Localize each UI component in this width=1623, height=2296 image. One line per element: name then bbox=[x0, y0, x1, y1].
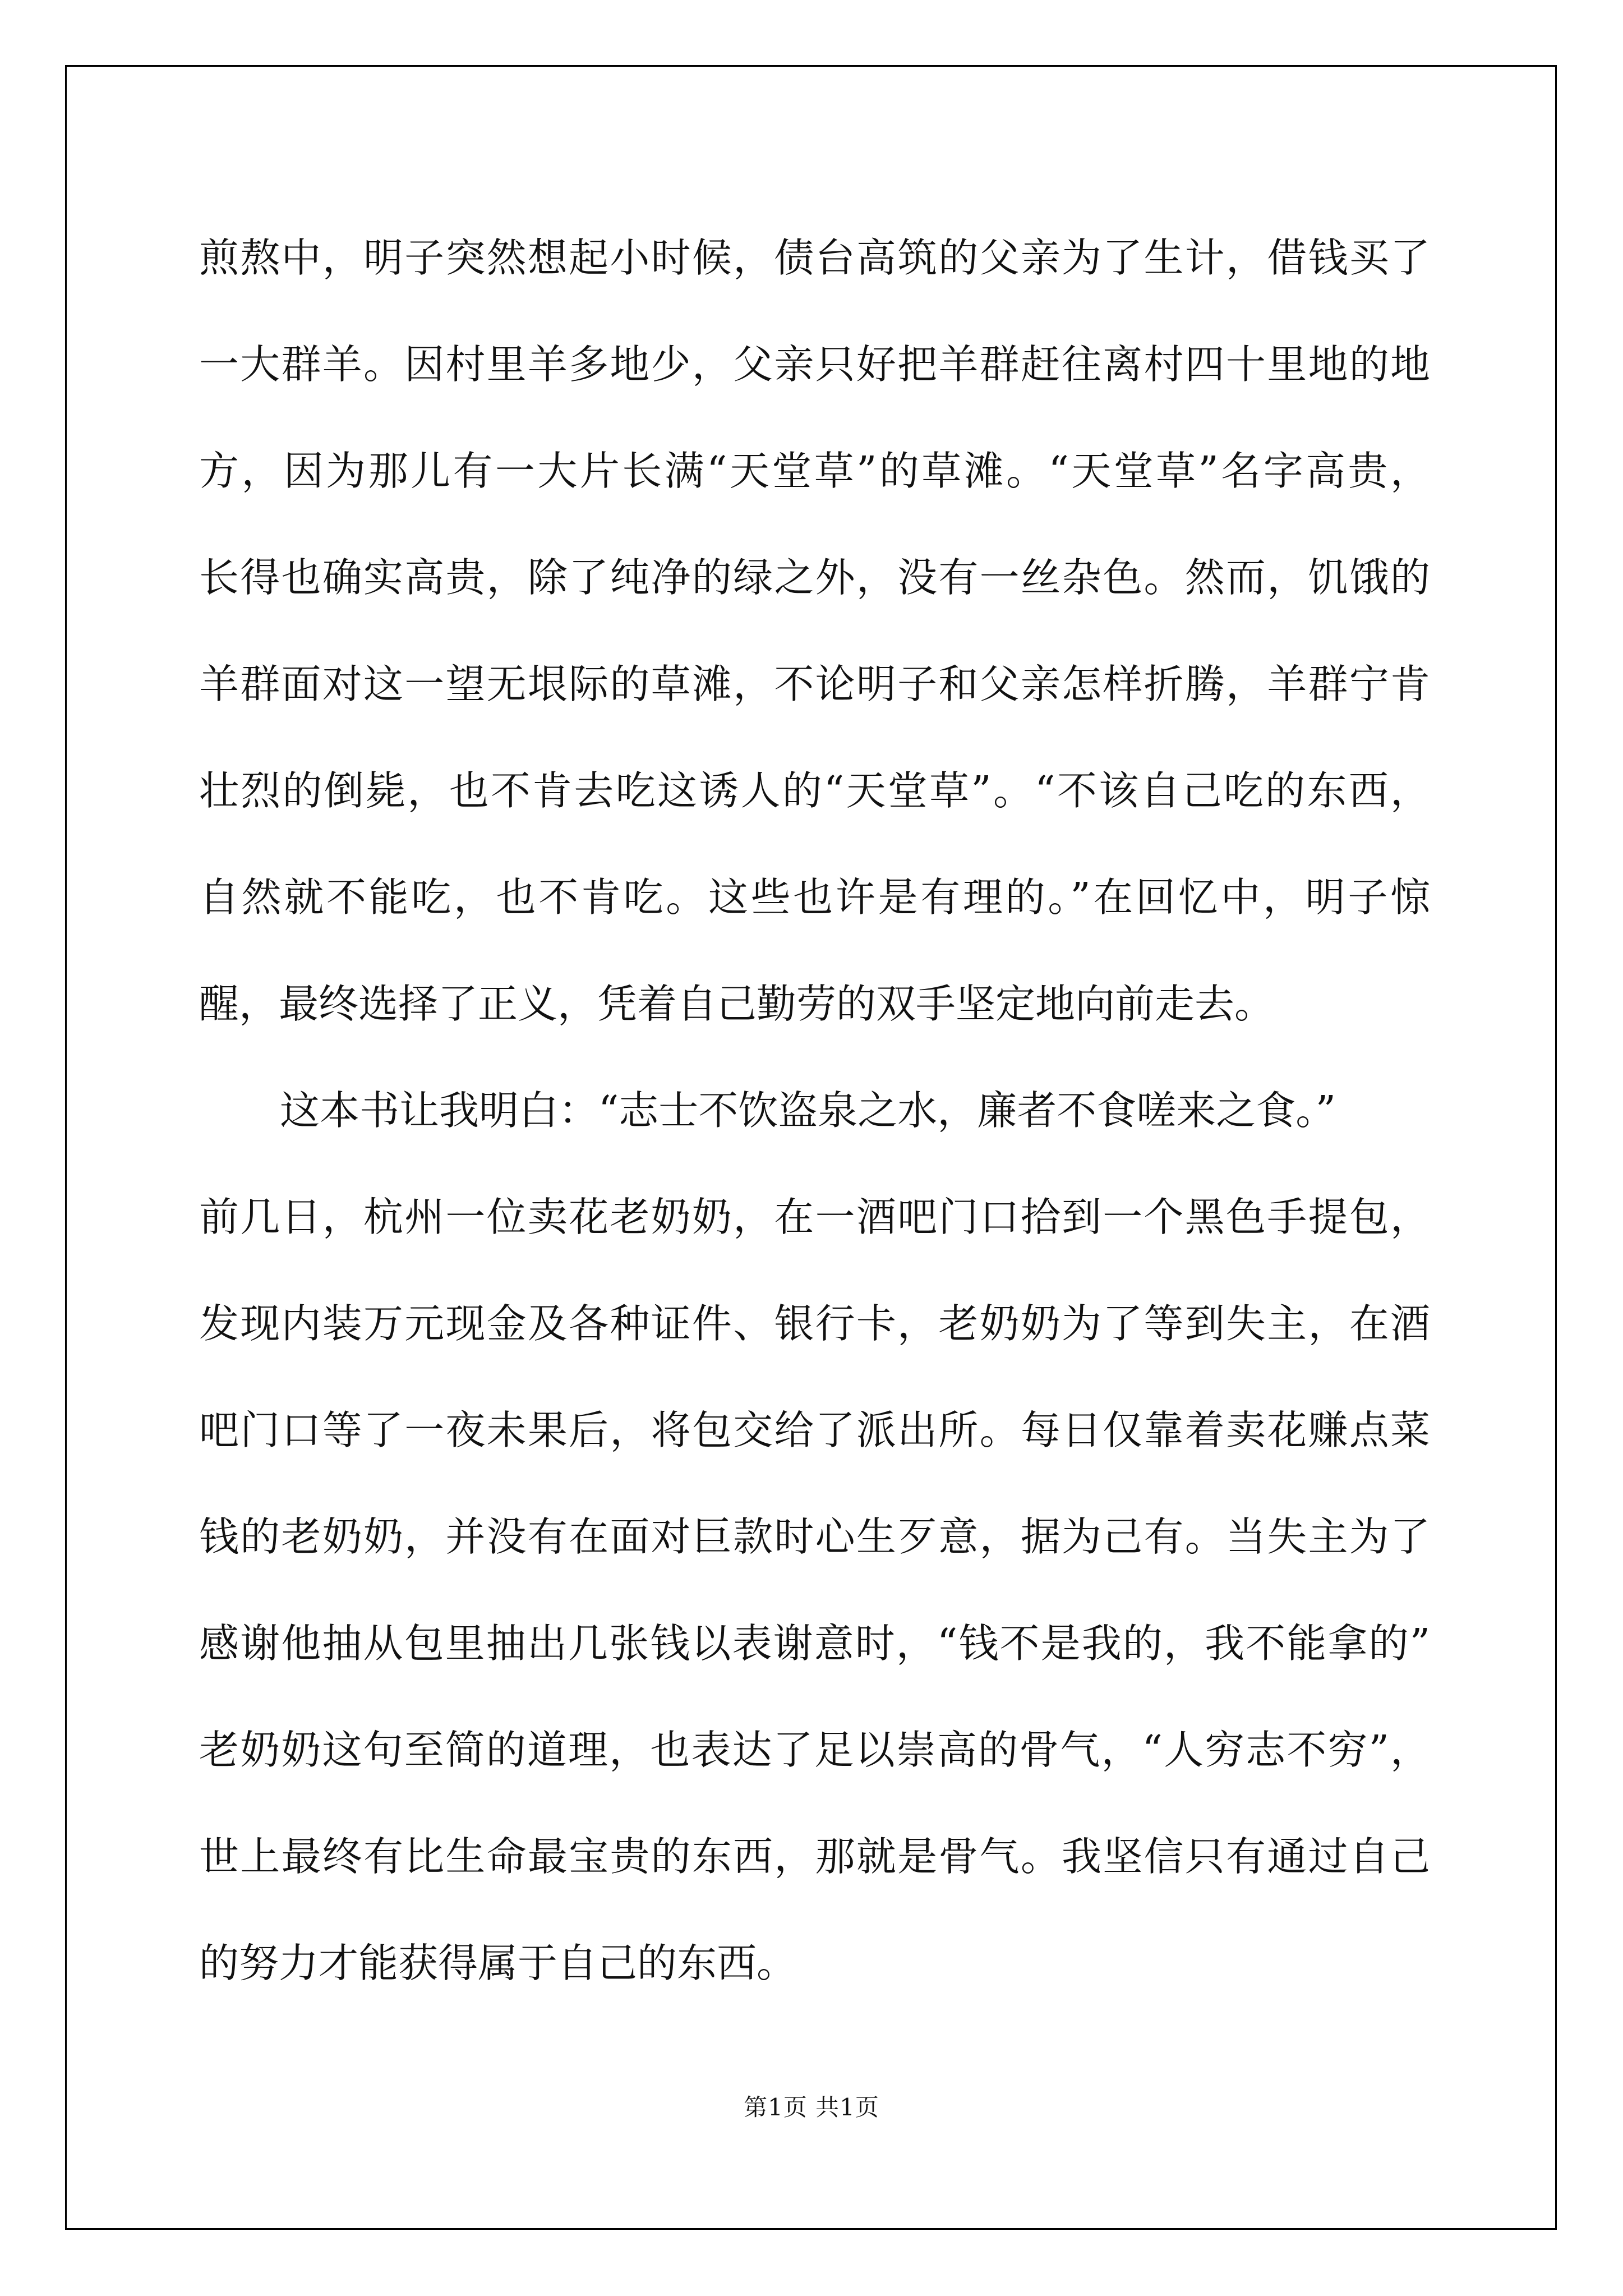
text-line: 煎熬中，明子突然想起小时候，债台高筑的父亲为了生计，借钱买了 bbox=[199, 234, 1430, 281]
text-line: 吧门口等了一夜未果后，将包交给了派出所。每日仅靠着卖花赚点菜 bbox=[199, 1407, 1430, 1453]
text-line: 的努力才能获得属于自己的东西。 bbox=[199, 1940, 797, 1986]
text-line: 世上最终有比生命最宝贵的东西，那就是骨气。我坚信只有通过自己 bbox=[199, 1833, 1430, 1880]
document-body bbox=[199, 205, 1430, 2017]
text-line: 长得也确实高贵，除了纯净的绿之外，没有一丝杂色。然而，饥饿的 bbox=[199, 554, 1430, 601]
text-line: 醒，最终选择了正义，凭着自己勤劳的双手坚定地向前走去。 bbox=[199, 981, 1275, 1027]
text-line: 方，因为那儿有一大片长满“天堂草”的草滩。“天堂草”名字高贵， bbox=[199, 448, 1430, 494]
page-number-footer: 第1页 共1页 bbox=[744, 2093, 879, 2121]
text-line-paragraph-start: 这本书让我明白：“志士不饮盗泉之水，廉者不食嗟来之食。” bbox=[280, 1087, 1336, 1134]
text-line: 一大群羊。因村里羊多地少，父亲只好把羊群赶往离村四十里地的地 bbox=[199, 341, 1430, 388]
text-line: 感谢他抽从包里抽出几张钱以表谢意时，“钱不是我的，我不能拿的” bbox=[199, 1620, 1430, 1667]
text-line: 老奶奶这句至简的道理，也表达了足以崇高的骨气，“人穷志不穷”， bbox=[199, 1727, 1430, 1773]
text-line: 钱的老奶奶，并没有在面对巨款时心生歹意，据为己有。当失主为了 bbox=[199, 1513, 1430, 1560]
text-line: 自然就不能吃，也不肯吃。这些也许是有理的。”在回忆中，明子惊 bbox=[199, 874, 1430, 921]
text-line: 前几日，杭州一位卖花老奶奶，在一酒吧门口拾到一个黑色手提包， bbox=[199, 1194, 1430, 1240]
text-line: 羊群面对这一望无垠际的草滩，不论明子和父亲怎样折腾，羊群宁肯 bbox=[199, 661, 1430, 707]
text-line: 壮烈的倒毙，也不肯去吃这诱人的“天堂草”。“不该自己吃的东西， bbox=[199, 767, 1430, 814]
text-line: 发现内装万元现金及各种证件、银行卡，老奶奶为了等到失主，在酒 bbox=[199, 1300, 1430, 1347]
